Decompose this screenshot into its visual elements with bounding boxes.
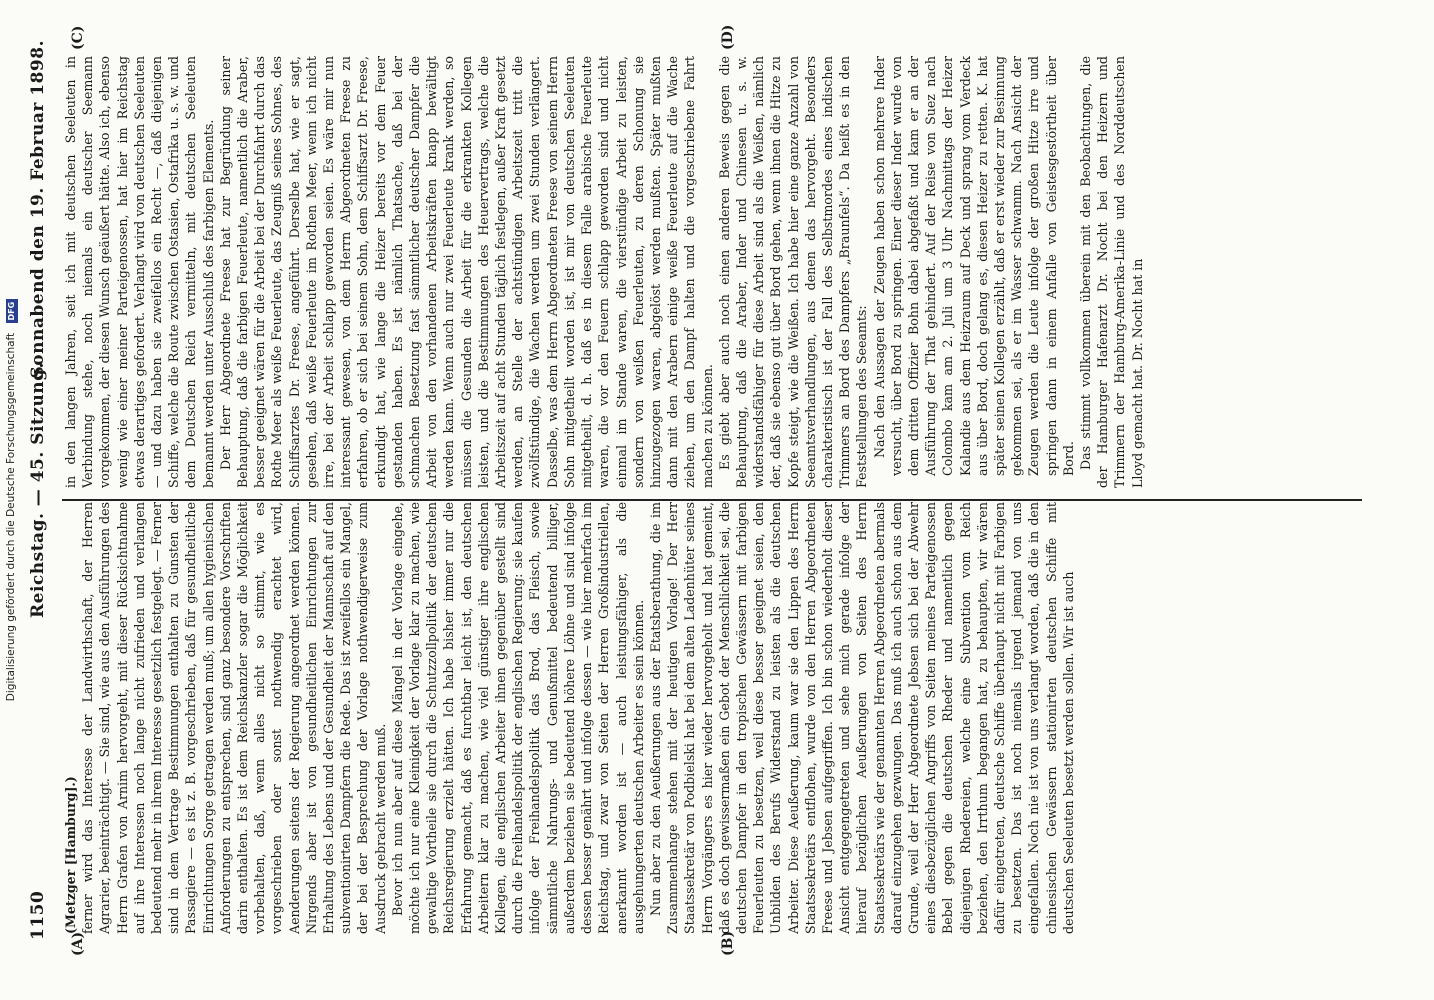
paragraph: Bevor ich nun aber auf diese Mängel in der Vorlage eingehe, möchte ich nur eine Kleinigkeit der Vorlage klar zu machen, wie gewaltige Vortheile sie durch die Schutzzollpolitik der deutschen Reichsregierung erzielt hätten. Ich habe bisher immer nur die Erfahrung gemacht, daß es furchtbar leicht ist, den deutschen Arbeitern klar zu machen, wie viel günstiger ihre englischen Kollegen, die englischen Arbeiter ihnen gegenüber gestellt sind durch die Freihandelspolitik der englischen Regierung: sie kaufen infolge der Freihandelspolitik das Brod, das Fleisch, sowie sämmtliche Nahrungs- und Genußmittel bedeutend billiger, außerdem beziehen sie bedeutend höhere Löhne und sind infolge dessen besser genährt und infolge dessen — wie hier mehrfach im Reichstag, und zwar von Seiten der Herren Großindustriellen, anerkannt worden ist — auch leistungsfähiger, als die ausgehungerten deutschen Arbeiter es sein können. — [389, 502, 646, 934]
left-column — [62, 502, 1362, 934]
margin-mark-c: (C) — [70, 25, 86, 50]
paragraph: Nun aber zu den Aeußerungen aus der Etatsberathung, die im Zusammenhange stehen mit der heutigen Vorlage! Der Herr Staatssekretär von Podbielski hat bei dem alten Ladenhüter seines Herrn Vorgängers es hier wieder hervorgeholt und hat gemeint, daß es doch gewissermaßen ein Gebot der Menschlichkeit sei, die deutschen Dampfer in den tropischen Gewässern mit farbigen Feuerleuten zu besetzen, weil diese besser geeignet seien, den Unbilden des Berufs Widerstand zu leisten als die deutschen Arbeiter. Diese Aeußerung, kaum war sie den Lippen des Herrn Staatssekretärs entflohen, wurde von den Herren Abgeordneten Freese und Jebsen aufgegriffen. Ich bin schon wiederholt dieser Ansicht entgegengetreten und sehe mich gerade infolge der hierauf bezüglichen Aeußerungen von Seiten des Herrn Staatssekretärs wie der genannten Herren Abgeordneten abermals darauf einzugehen gezwungen. Das muß ich auch schon aus dem Grunde, weil der Herr Abgeordnete Jebsen sich bei der Abwehr eines diesbezüglichen Angriffs von Seiten meines Parteigenossen Bebel gegen die deutschen Rheder und namentlich gegen diejenigen Rhedereien, welche eine Subvention vom Reich beziehen, den Irrthum begangen hat, zu behaupten, wir wären dafür eingetreten, deutsche Schiffe überhaupt nicht mit Farbigen zu besetzen. Das ist noch niemals irgend jemand von uns eingefallen. Noch nie ist von uns verlangt worden, daß die in den chinesischen Gewässern stationirten deutschen Schiffe mit deutschen Seeleuten besetzt werden sollen. Wir ist auch — [647, 502, 1076, 934]
dfg-logo: DFG — [6, 299, 18, 324]
margin-mark-a: (A) — [70, 931, 86, 956]
speaker-label: (Metzger [Hamburg].) — [63, 776, 78, 934]
page-header — [28, 40, 54, 940]
paragraph: Das stimmt vollkommen überein mit den Beobachtungen, die der Hamburger Hafenarzt Dr. Nocht bei den Heizern und Trimmern der Hamburg-Amerika-Linie und des Norddeutschen Lloyd gemacht hat. Dr. Nocht hat in — [1077, 56, 1145, 488]
session-date: Sonnabend den 19. Februar 1898. — [28, 40, 48, 379]
margin-mark-b: (B) — [720, 930, 736, 956]
margin-mark-d: (D) — [720, 24, 736, 50]
paragraph: ferner wird das Interesse der Landwirthschaft, der Herren Agrarier, beeinträchtigt. — Sie sind, wie aus den Ausführungen des Herrn Grafen von Arnim hervorgeht, mit dieser Rücksichtnahme auf ihre Interessen noch lange nicht zufrieden und verlangen bedeutend mehr in ihrem Interesse gesetzlich festgelegt. — Ferner sind in dem Vertrage Bestimmungen enthalten zu Gunsten der Passagiere — es ist z. B. vorgeschrieben, daß für gesundheitliche Einrichtungen Sorge getragen werden muß; um allen hygienischen Anforderungen zu entsprechen, sind ganz besondere Vorschriften darin enthalten. Es ist dem Reichskanzler sogar die Möglichkeit vorbehalten, daß, wenn alles nicht so stimmt, wie es vorgeschrieben oder sonst nothwendig erachtet wird, Aenderungen seitens der Regierung angeordnet werden können. Nirgends aber ist von gesundheitlichen Einrichtungen zur Erhaltung des Lebens und der Gesundheit der Mannschaft auf den subventionirten Dampfern die Rede. Das ist zweifellos ein Mangel, der bei der Besprechung der Vorlage nothwendigerweise zum Ausdruck gebracht werden muß. — [80, 502, 388, 934]
column-divider — [62, 499, 1362, 501]
credit-text: Digitalisierung gefördert durch die Deutsche Forschungsgemeinschaft — [5, 332, 17, 702]
paragraph: in den langen Jahren, seit ich mit deutschen Seeleuten in Verbindung stehe, noch niemals ein deutscher Seemann vorgekommen, der diesen Wunsch geäußert hätte. Also ich, ebenso wenig wie einer meiner Parteigenossen, hat hier im Reichstag etwas derartiges gefordert. Verlangt wird von deutschen Seeleuten — und dazu haben sie zweifellos ein Recht —, daß diejenigen Schiffe, welche die Route zwischen Ostasien, Ostafrika u. s. w. und dem Deutschen Reich vermitteln, mit deutschen Seeleuten bemannt werden unter Ausschluß des farbigen Elements. — [63, 56, 216, 488]
paragraph: Es giebt aber auch noch einen anderen Beweis gegen die Behauptung, daß die Araber, Inder und Chinesen u. s. w. widerstandsfähiger für diese Arbeit sind als die Weißen, nämlich der, daß sie ebenso gut über Bord gehen, wenn ihnen die Hitze zu Kopfe steigt, wie die Weißen. Ich habe hier eine ganze Anzahl von Seeamtsverhandlungen, aus denen das hervorgeht. Besonders charakteristisch ist der Fall des Selbstmordes eines indischen Trimmers an Bord des Dampfers „Braunfels“. Da heißt es in den Feststellungen des Seeamts: — [716, 56, 870, 488]
right-column — [62, 56, 1362, 488]
paragraph: Der Herr Abgeordnete Freese hat zur Begründung seiner Behauptung, daß die farbigen Feuerleute, namentlich die Araber, besser geeignet wären für die Arbeit bei der Durchfahrt durch das Rothe Meer als weiße Feuerleute, das Zeugniß seines Sohnes, des Schiffsarztes Dr. Freese, angeführt. Derselbe hat, wie er sagt, gesehen, daß weiße Feuerleute im Rothen Meer, wenn ich nicht irre, bei der Arbeit schlapp geworden seien. Es wäre mir nun interessant gewesen, von dem Herrn Abgeordneten Freese zu erfahren, ob er sich bei seinem Sohn, dem Schiffsarzt Dr. Freese, erkundigt hat, wie lange die Heizer bereits vor dem Feuer gestanden haben. Es ist nämlich Thatsache, daß bei der schmachen Besetzung fast sämmtlicher deutscher Dampfer die Arbeit von den vorhandenen Arbeitskräften knapp bewältigt werden kann. Wenn auch nur zwei Feuerleute krank werden, so müssen die Gesunden die Arbeit für die erkrankten Kollegen leisten, und die Bestimmungen des Heuervertrags, welche die Arbeitszeit auf acht Stunden täglich festlegen, außer Kraft gesetzt werden, an Stelle der achtstündigen Arbeitszeit tritt die zwölfstündige, die Wachen werden um zwei Stunden verlängert. Dasselbe, was dem Herrn Abgeordneten Freese von seinem Herrn Sohn mitgetheilt worden ist, ist mir von deutschen Seeleuten mitgetheilt, d. h. daß es in diesem Falle arabische Feuerleute waren, die vor den Feuern schlapp geworden sind und nicht einmal im Stande waren, die vierstündige Arbeit zu leisten, sondern von weißen Feuerleuten, zu deren Schonung sie hinzugezogen waren, abgelöst werden mußten. Später mußten dann mit den Arabern einige weiße Feuerleute auf die Wache ziehen, um den Dampf halten und die vorgeschriebene Fahrt machen zu können. — [217, 56, 715, 488]
page-number: 1150 — [28, 890, 48, 940]
session-title: Reichstag. — 45. Sitzung. — [28, 362, 48, 618]
quoted-paragraph: Nach den Aussagen der Zeugen haben schon mehrere Inder versucht, über Bord zu springen. Einer dieser Inder wurde von dem dritten Offizier Bohn dabei abgefaßt und kam er an der Ausführung der That gehindert. Auf der Reise von Suez nach Colombo kam am 2. Juli um 3 Uhr Nachmittags der Heizer Kalandie aus dem Heizraum auf Deck und sprang vom Verdeck aus über Bord, doch gelang es, diesen Heizer zu retten. K. hat später seinen Kollegen erzählt, daß er erst wieder zur Besinnung gekommen sei, als er im Wasser schwamm. Nach Ansicht der Zeugen werden die Leute infolge der großen Hitze irre und springen dann in einem Anfalle von Geistesgestörtheit über Bord. — [871, 56, 1076, 476]
